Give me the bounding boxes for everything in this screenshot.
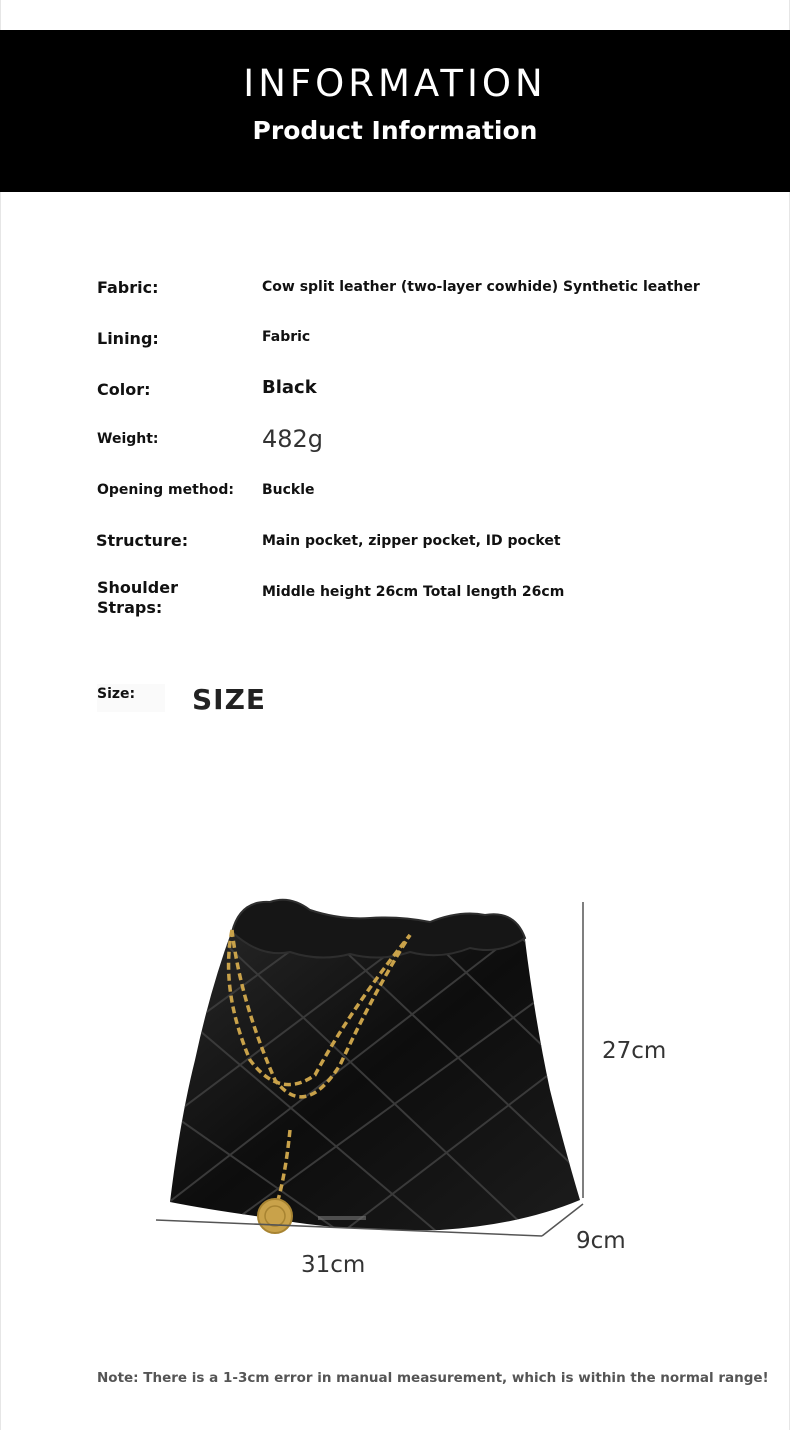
dim-width-label: 31cm [301, 1252, 366, 1278]
measurement-note: Note: There is a 1-3cm error in manual measurement, which is within the normal range! [97, 1370, 769, 1386]
size-heading: SIZE [192, 683, 267, 716]
spec-value-structure: Main pocket, zipper pocket, ID pocket [262, 533, 561, 549]
page-title: INFORMATION [243, 62, 547, 105]
spec-label-fabric: Fabric: [97, 278, 159, 297]
spec-label-lining: Lining: [97, 329, 159, 348]
header-banner [0, 30, 790, 192]
bag-illustration [140, 880, 660, 1240]
spec-value-lining: Fabric [262, 329, 311, 345]
spec-label-color: Color: [97, 380, 151, 399]
spec-value-straps: Middle height 26cm Total length 26cm [262, 584, 565, 600]
spec-value-opening: Buckle [262, 482, 315, 498]
dim-height-label: 27cm [602, 1038, 667, 1064]
coin-medallion [258, 1199, 292, 1233]
spec-label-opening: Opening method: [97, 482, 235, 498]
dim-depth-label: 9cm [576, 1228, 626, 1254]
page-subtitle: Product Information [252, 116, 538, 145]
spec-label-straps: Shoulder Straps: [97, 578, 178, 617]
spec-value-fabric: Cow split leather (two-layer cowhide) Synthetic leather [262, 279, 700, 295]
size-label: Size: [97, 686, 136, 702]
bag-top-ruffle [232, 900, 525, 958]
spec-value-weight: 482g [262, 425, 324, 453]
spec-label-weight: Weight: [97, 431, 159, 447]
spec-value-color: Black [262, 377, 317, 398]
spec-label-structure: Structure: [96, 531, 189, 550]
